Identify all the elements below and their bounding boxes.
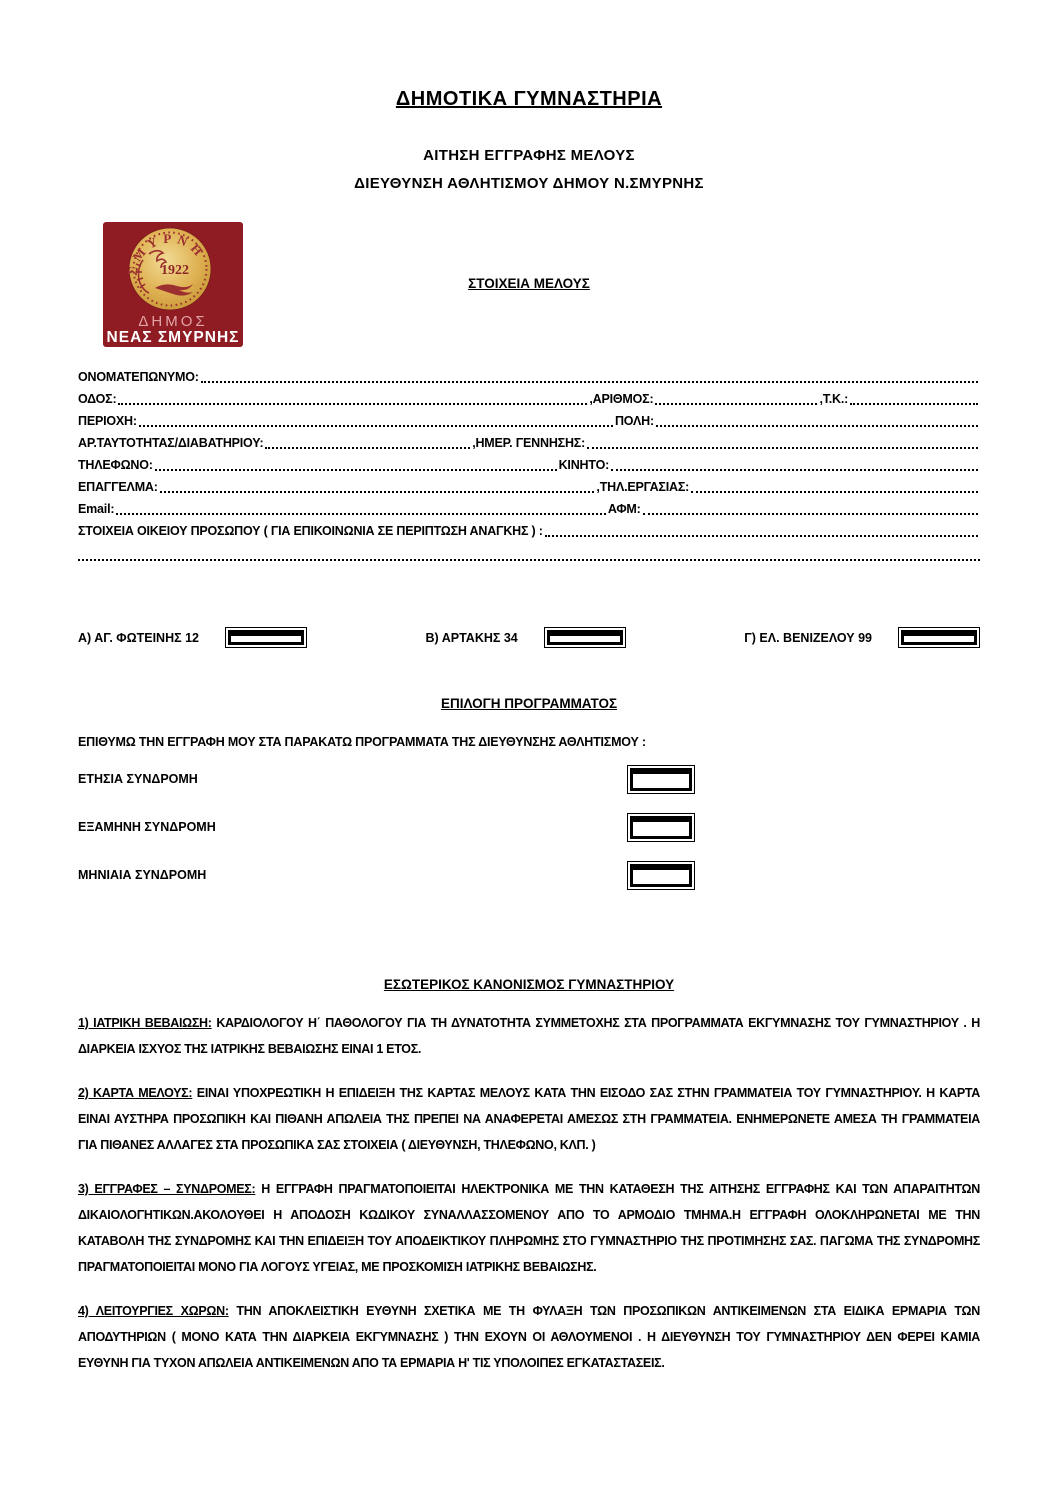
checkbox-monthly-subscription[interactable]: [627, 861, 695, 890]
field-row-email: [78, 495, 980, 517]
program-selection-heading: ΕΠΙΛΟΓΗ ΠΡΟΓΡΑΜΜΑΤΟΣ: [440, 696, 618, 711]
page-subtitle-2: ΔΙΕΥΘΥΝΣΗ ΑΘΛΗΤΙΣΜΟΥ ΔΗΜΟΥ Ν.ΣΜΥΡΝΗΣ: [354, 175, 704, 192]
input-street-number[interactable]: [655, 392, 817, 405]
label-area: ΠΕΡΙΟΧΗ:: [78, 414, 137, 428]
coin-year: 1922: [161, 263, 189, 278]
input-tax-number[interactable]: [643, 502, 978, 515]
page-subtitle-1: ΑΙΤΗΣΗ ΕΓΓΡΑΦΗΣ ΜΕΛΟΥΣ: [423, 147, 635, 164]
label-location-c: Γ) ΕΛ. ΒΕΝΙΖΕΛΟΥ 99: [744, 630, 872, 645]
label-id-passport: ΑΡ.ΤΑΥΤΟΤΗΤΑΣ/ΔΙΑΒΑΤΗΡΙΟΥ:: [78, 436, 264, 450]
label-email: Email:: [78, 502, 115, 516]
label-street: ΟΔΟΣ:: [78, 392, 117, 406]
input-id-passport[interactable]: [265, 436, 470, 449]
field-row-fullname: [78, 363, 980, 385]
label-tax-number: ΑΦΜ:: [607, 502, 641, 516]
coin-inscription: ΣΜΥΡΝΗ: [124, 230, 209, 277]
location-option-b: [426, 627, 626, 648]
checkbox-annual-subscription[interactable]: [627, 765, 695, 794]
input-postal-code[interactable]: [850, 392, 978, 405]
member-details-heading: ΣΤΟΙΧΕΙΑ ΜΕΛΟΥΣ: [468, 276, 590, 291]
label-work-phone: ,ΤΗΛ.ΕΡΓΑΣΙΑΣ:: [596, 480, 690, 494]
input-emergency-contact-line2[interactable]: [78, 541, 980, 561]
input-mobile[interactable]: [611, 458, 978, 471]
rule-2-body: ΕΙΝΑΙ ΥΠΟΧΡΕΩΤΙΚΗ Η ΕΠΙΔΕΙΞΗ ΤΗΣ ΚΑΡΤΑΣ ΜΕΛΟΥΣ ΚΑΤΑ ΤΗΝ ΕΙΣΟΔΟ ΣΑΣ ΣΤΗΝ ΓΡΑΜΜΑΤΕΙΑ ΤΟΥ ΓΥΜΝΑΣΤΗΡΙΟΥ. Η ΚΑΡΤΑ ΕΙΝΑΙ ΑΥΣΤΗΡΑ ΠΡΟΣΩΠΙΚΗ ΚΑΙ ΠΙΘΑΝΗ ΑΠΩΛΕΙΑ ΤΗΣ ΠΡΕΠΕΙ ΝΑ ΑΝΑΦΕΡΕΤΑΙ ΑΜΕΣΩΣ ΣΤΗ ΓΡΑΜΜΑΤΕΙΑ. ΕΝΗΜΕΡΩΝΕΤΕ ΑΜΕΣΑ ΤΗ ΓΡΑΜΜΑΤΕΙΑ ΓΙΑ ΠΙΘΑΝΕΣ ΑΛΛΑΓΕΣ ΣΤΑ ΠΡΟΣΩΠΙΚΑ ΣΑΣ ΣΤΟΙΧΕΙΑ ( ΔΙΕΥΘΥΝΣΗ, ΤΗΛΕΦΩΝΟ, ΚΛΠ. ): [78, 1086, 981, 1152]
checkbox-semiannual-subscription[interactable]: [627, 813, 695, 842]
field-row-emergency-contact: [78, 517, 980, 539]
rule-1-body: ΚΑΡΔΙΟΛΟΓΟΥ Η΄ ΠΑΘΟΛΟΓΟΥ ΓΙΑ ΤΗ ΔΥΝΑΤΟΤΗΤΑ ΣΥΜΜΕΤΟΧΗΣ ΣΤΑ ΠΡΟΓΡΑΜΜΑΤΑ ΕΚΓΥΜΝΑΣΗΣ ΤΟΥ ΓΥΜΝΑΣΤΗΡΙΟΥ . Η ΔΙΑΡΚΕΙΑ ΙΣΧΥΟΣ ΤΗΣ ΙΑΤΡΙΚΗΣ ΒΕΒΑΙΩΣΗΣ ΕΙΝΑΙ 1 ΕΤΟΣ.: [78, 1016, 980, 1056]
field-row-profession: [78, 473, 980, 495]
label-birth-date: ,ΗΜΕΡ. ΓΕΝΝΗΣΗΣ:: [472, 436, 586, 450]
rule-4-lead: 4) ΛΕΙΤΟΥΡΓΙΕΣ ΧΩΡΩΝ:: [78, 1304, 229, 1318]
label-profession: ΕΠΑΓΓΕΛΜΑ:: [78, 480, 158, 494]
field-row-phone: [78, 451, 980, 473]
rule-medical-certificate: [78, 1010, 980, 1062]
label-fullname: ΟΝΟΜΑΤΕΠΩΝΥΜΟ:: [78, 370, 199, 384]
label-monthly-subscription: ΜΗΝΙΑΙΑ ΣΥΝΔΡΟΜΗ: [78, 868, 207, 882]
label-postal-code: ,Τ.Κ.:: [819, 392, 849, 406]
logo-text-dimos: ΔΗΜΟΣ: [138, 313, 208, 330]
label-city: ΠΟΛΗ:: [614, 414, 654, 428]
rule-facility-operations: [78, 1298, 980, 1376]
label-semiannual-subscription: ΕΞΑΜΗΝΗ ΣΥΝΔΡΟΜΗ: [78, 820, 216, 834]
rule-4-body: ΤΗΝ ΑΠΟΚΛΕΙΣΤΙΚΗ ΕΥΘΥΝΗ ΣΧΕΤΙΚΑ ΜΕ ΤΗ ΦΥΛΑΞΗ ΤΩΝ ΠΡΟΣΩΠΙΚΩΝ ΑΝΤΙΚΕΙΜΕΝΩΝ ΣΤΑ ΕΙΔΙΚΑ ΕΡΜΑΡΙΑ ΤΩΝ ΑΠΟΔΥΤΗΡΙΩΝ ( ΜΟΝΟ ΚΑΤΑ ΤΗΝ ΔΙΑΡΚΕΙΑ ΕΚΓΥΜΝΑΣΗΣ ) ΤΗΝ ΕΧΟΥΝ ΟΙ ΑΘΛΟΥΜΕΝΟΙ . Η ΔΙΕΥΘΥΝΣΗ ΤΟΥ ΓΥΜΝΑΣΤΗΡΙΟΥ ΔΕΝ ΦΕΡΕΙ ΚΑΜΙΑ ΕΥΘΥΝΗ ΓΙΑ ΤΥΧΟΝ ΑΠΩΛΕΙΑ ΑΝΤΙΚΕΙΜΕΝΩΝ ΑΠΟ ΤΑ ΕΡΜΑΡΙΑ Η' ΤΙΣ ΥΠΟΛΟΙΠΕΣ ΕΓΚΑΤΑΣΤΑΣΕΙΣ.: [78, 1304, 980, 1370]
input-street[interactable]: [118, 392, 587, 405]
label-mobile: ΚΙΝΗΤΟ:: [558, 458, 610, 472]
field-row-street: [78, 385, 980, 407]
input-emergency-contact[interactable]: [545, 524, 978, 537]
label-location-a: Α) ΑΓ. ΦΩΤΕΙΝΗΣ 12: [78, 630, 199, 645]
location-option-a: [78, 627, 307, 648]
input-birth-date[interactable]: [587, 436, 978, 449]
logo-and-section-heading-row: [78, 222, 980, 350]
input-fullname[interactable]: [201, 370, 978, 383]
subscription-option-semiannual: [78, 809, 980, 845]
label-street-number: ,ΑΡΙΘΜΟΣ:: [589, 392, 654, 406]
input-email[interactable]: [116, 502, 606, 515]
page-title: ΔΗΜΟΤΙΚΑ ΓΥΜΝΑΣΤΗΡΙΑ: [395, 88, 663, 110]
input-profession[interactable]: [160, 480, 595, 493]
rule-1-lead: 1) ΙΑΤΡΙΚΗ ΒΕΒΑΙΩΣΗ:: [78, 1016, 212, 1030]
program-selection-intro: ΕΠΙΘΥΜΩ ΤΗΝ ΕΓΓΡΑΦΗ ΜΟΥ ΣΤΑ ΠΑΡΑΚΑΤΩ ΠΡΟΓΡΑΜΜΑΤΑ ΤΗΣ ΔΙΕΥΘΥΝΣΗΣ ΑΘΛΗΤΙΣΜΟΥ :: [78, 735, 646, 749]
rule-2-lead: 2) ΚΑΡΤΑ ΜΕΛΟΥΣ:: [78, 1086, 193, 1100]
gym-location-row: [78, 627, 980, 648]
subscription-option-annual: [78, 761, 980, 797]
label-location-b: Β) ΑΡΤΑΚΗΣ 34: [425, 630, 518, 645]
field-row-id-passport: [78, 429, 980, 451]
location-option-c: [744, 627, 980, 648]
subscription-option-monthly: [78, 857, 980, 893]
input-phone[interactable]: [155, 458, 557, 471]
rule-3-lead: 3) ΕΓΓΡΑΦΕΣ – ΣΥΝΔΡΟΜΕΣ:: [78, 1182, 256, 1196]
municipality-logo: [103, 222, 243, 347]
member-details-fields: [78, 363, 980, 561]
input-area[interactable]: [139, 414, 613, 427]
checkbox-location-c[interactable]: [898, 627, 980, 648]
label-emergency-contact: ΣΤΟΙΧΕΙΑ ΟΙΚΕΙΟΥ ΠΡΟΣΩΠΟΥ ( ΓΙΑ ΕΠΙΚΟΙΝΩΝΙΑ ΣΕ ΠΕΡΙΠΤΩΣΗ ΑΝΑΓΚΗΣ ) :: [78, 524, 543, 538]
field-row-area: [78, 407, 980, 429]
rule-3-body: Η ΕΓΓΡΑΦΗ ΠΡΑΓΜΑΤΟΠΟΙΕΙΤΑΙ ΗΛΕΚΤΡΟΝΙΚΑ ΜΕ ΤΗΝ ΚΑΤΑΘΕΣΗ ΤΗΣ ΑΙΤΗΣΗΣ ΕΓΓΡΑΦΗΣ ΚΑΙ ΤΩΝ ΑΠΑΡΑΙΤΗΤΩΝ ΔΙΚΑΙΟΛΟΓΗΤΙΚΩΝ.ΑΚΟΛΟΥΘΕΙ Η ΑΠΟΔΟΣΗ ΚΩΔΙΚΟΥ ΣΥΝΑΛΛΑΣΣΟΜΕΝΟΥ ΑΠΟ ΤΟ ΑΡΜΟΔΙΟ ΤΜΗΜΑ.Η ΕΓΓΡΑΦΗ ΟΛΟΚΛΗΡΩΝΕΤΑΙ ΜΕ ΤΗΝ ΚΑΤΑΒΟΛΗ ΤΗΣ ΣΥΝΔΡΟΜΗΣ ΚΑΙ ΤΗΝ ΕΠΙΔΕΙΞΗ ΤΟΥ ΑΠΟΔΕΙΚΤΙΚΟΥ ΠΛΗΡΩΜΗΣ ΣΤΟ ΓΥΜΝΑΣΤΗΡΙΟ ΤΗΣ ΠΡΟΤΙΜΗΣΗΣ ΣΑΣ. ΠΑΓΩΜΑ ΤΗΣ ΣΥΝΔΡΟΜΗΣ ΠΡΑΓΜΑΤΟΠΟΙΕΙΤΑΙ ΜΟΝΟ ΓΙΑ ΛΟΓΟΥΣ ΥΓΕΙΑΣ, ΜΕ ΠΡΟΣΚΟΜΙΣΗ ΙΑΤΡΙΚΗΣ ΒΕΒΑΙΩΣΗΣ.: [78, 1182, 980, 1274]
label-phone: ΤΗΛΕΦΩΝΟ:: [78, 458, 153, 472]
input-work-phone[interactable]: [691, 480, 978, 493]
logo-text-neas-smyrnis: ΝΕΑΣ ΣΜΥΡΝΗΣ: [106, 329, 240, 346]
input-city[interactable]: [656, 414, 978, 427]
rule-registrations-subscriptions: [78, 1176, 980, 1280]
checkbox-location-a[interactable]: [225, 627, 307, 648]
rule-member-card: [78, 1080, 980, 1158]
label-annual-subscription: ΕΤΗΣΙΑ ΣΥΝΔΡΟΜΗ: [78, 772, 198, 786]
checkbox-location-b[interactable]: [544, 627, 626, 648]
internal-rules-heading: ΕΣΩΤΕΡΙΚΟΣ ΚΑΝΟΝΙΣΜΟΣ ΓΥΜΝΑΣΤΗΡΙΟΥ: [383, 977, 675, 992]
